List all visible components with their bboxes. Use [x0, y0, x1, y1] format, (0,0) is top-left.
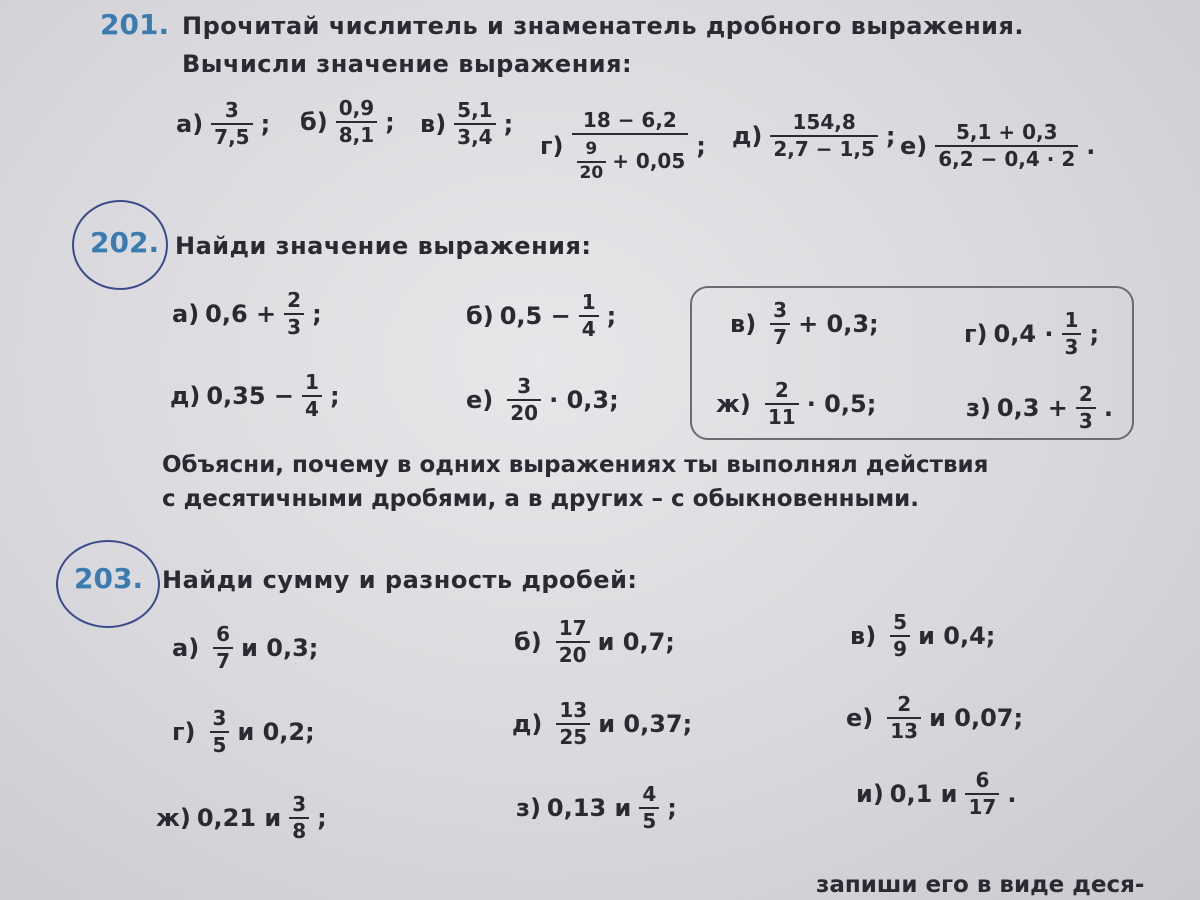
item-suffix: · 0,3;	[549, 386, 619, 414]
fraction	[556, 700, 590, 748]
numerator: 3	[212, 706, 227, 730]
item-label: з)	[966, 394, 991, 422]
item-prefix: 0,35 −	[206, 382, 295, 410]
item-suffix: ;	[385, 108, 395, 136]
item-suffix: · 0,5;	[806, 390, 877, 418]
item-label: в)	[420, 110, 447, 138]
denominator: 3,4	[454, 123, 495, 148]
numerator: 4	[642, 782, 657, 806]
denominator-expression	[575, 141, 686, 183]
item-suffix: .	[1086, 132, 1096, 160]
task-201-item-d	[732, 112, 896, 160]
numerator: 6	[975, 768, 990, 792]
item-label: ж)	[716, 390, 751, 418]
item-suffix: ;	[312, 300, 322, 328]
fraction	[770, 300, 790, 348]
denominator: 8	[289, 817, 309, 842]
fraction	[302, 372, 322, 420]
numerator: 2	[287, 288, 302, 312]
denominator: 8,1	[336, 121, 377, 146]
fraction	[765, 380, 799, 428]
task-202-item-zh	[716, 380, 876, 428]
denominator: 7	[213, 647, 233, 672]
denominator: 5	[210, 731, 230, 756]
fraction	[1076, 384, 1096, 432]
task-202-item-e	[466, 376, 619, 424]
task-202-explain-line2: с десятичными дробями, а в других – с обыкновенными.	[162, 486, 919, 512]
fraction	[211, 100, 252, 148]
task-202-title: Найди значение выражения:	[175, 232, 592, 260]
task-201-item-g	[540, 110, 706, 183]
fraction	[284, 290, 304, 338]
compound-fraction	[572, 110, 689, 183]
task-203-item-v	[850, 612, 995, 660]
item-suffix: и 0,37;	[598, 710, 693, 738]
task-201-title-line2: Вычисли значение выражения:	[182, 50, 633, 78]
denominator: 7	[770, 323, 790, 348]
item-label: е)	[846, 704, 874, 732]
fraction	[887, 694, 921, 742]
item-label: е)	[466, 386, 494, 414]
task-201-item-b	[300, 98, 395, 146]
item-label: г)	[172, 718, 196, 746]
numerator: 9	[585, 139, 598, 159]
task-202-item-d	[170, 372, 340, 420]
task-203-item-a	[172, 624, 318, 672]
numerator: 17	[558, 616, 587, 640]
denominator: 9	[890, 635, 910, 660]
denominator: 7,5	[211, 123, 252, 148]
denominator: 3	[1062, 333, 1082, 358]
item-suffix: ;	[503, 110, 514, 138]
task-202-number: 202.	[90, 226, 160, 259]
numerator: 3	[773, 298, 788, 322]
task-202-item-a	[172, 290, 322, 338]
denominator: 3	[1076, 407, 1096, 432]
item-label: а)	[172, 634, 200, 662]
numerator: 3	[292, 792, 307, 816]
task-203-item-zh	[156, 794, 327, 842]
item-prefix: 0,1 и	[889, 780, 958, 808]
item-prefix: 0,13 и	[546, 794, 632, 822]
item-suffix: ;	[317, 804, 327, 832]
denominator-tail: + 0,05	[612, 149, 686, 174]
task-201-item-v	[420, 100, 513, 148]
item-label: б)	[300, 108, 328, 136]
denominator: 5	[639, 807, 659, 832]
task-203-item-e	[846, 694, 1023, 742]
numerator: 18 − 6,2	[582, 108, 677, 132]
denominator: 11	[765, 403, 799, 428]
item-suffix: ;	[260, 110, 271, 138]
item-suffix: .	[1103, 394, 1113, 422]
denominator: 25	[556, 723, 590, 748]
task-203-item-z	[516, 784, 677, 832]
numerator: 6	[216, 622, 231, 646]
denominator: 6,2 − 0,4 · 2	[935, 145, 1078, 170]
item-label: д)	[512, 710, 543, 738]
task-201-number: 201.	[100, 8, 170, 41]
item-suffix: и 0,2;	[237, 718, 315, 746]
numerator: 1	[1064, 308, 1079, 332]
item-suffix: ;	[667, 794, 677, 822]
task-203-item-g	[172, 708, 315, 756]
task-201-item-a	[176, 100, 270, 148]
fraction	[770, 112, 878, 160]
numerator: 5	[893, 610, 908, 634]
numerator: 2	[1078, 382, 1093, 406]
item-label: ж)	[156, 804, 191, 832]
task-202-item-b	[466, 292, 616, 340]
denominator: 13	[887, 717, 921, 742]
task-203-item-d	[512, 700, 692, 748]
item-label: д)	[170, 382, 201, 410]
fraction	[639, 784, 659, 832]
denominator: 3	[284, 313, 304, 338]
fraction	[556, 618, 590, 666]
item-suffix: ;	[696, 132, 706, 161]
denominator: 20	[577, 161, 607, 183]
footer-fragment: запиши его в виде деся-	[816, 872, 1145, 898]
task-202-item-g	[964, 310, 1099, 358]
numerator: 2	[774, 378, 789, 402]
fraction	[210, 708, 230, 756]
numerator: 13	[559, 698, 588, 722]
item-suffix: ;	[606, 302, 617, 330]
numerator: 1	[305, 370, 319, 394]
task-202-item-z	[966, 384, 1113, 432]
fraction	[454, 100, 495, 148]
denominator: 20	[507, 399, 541, 424]
task-203-title: Найди сумму и разность дробей:	[162, 566, 638, 594]
fraction	[507, 376, 541, 424]
numerator: 5,1 + 0,3	[955, 120, 1058, 144]
item-label: а)	[176, 110, 204, 138]
denominator: 17	[965, 793, 999, 818]
fraction	[1062, 310, 1082, 358]
fraction	[935, 122, 1078, 170]
item-suffix: и 0,07;	[929, 704, 1024, 732]
task-203-number: 203.	[74, 562, 144, 595]
fraction	[289, 794, 309, 842]
denominator: 4	[302, 395, 322, 420]
item-suffix: + 0,3;	[798, 310, 879, 338]
item-suffix: ;	[1089, 320, 1100, 348]
item-label: з)	[516, 794, 541, 822]
item-label: в)	[730, 310, 757, 338]
fraction	[579, 292, 599, 340]
fraction	[965, 770, 999, 818]
inner-fraction	[577, 141, 607, 183]
numerator: 0,9	[338, 96, 375, 120]
fraction	[213, 624, 233, 672]
item-prefix: 0,3 +	[996, 394, 1068, 422]
item-suffix: ;	[329, 382, 340, 410]
item-suffix: и 0,3;	[241, 634, 319, 662]
task-203-item-b	[514, 618, 675, 666]
task-201-title-line1: Прочитай числитель и знаменатель дробного выражения.	[182, 12, 1025, 40]
item-prefix: 0,4 ·	[993, 320, 1054, 348]
denominator	[572, 133, 689, 183]
denominator: 4	[579, 315, 599, 340]
numerator: 154,8	[792, 110, 856, 134]
denominator: 2,7 − 1,5	[770, 135, 878, 160]
item-label: д)	[732, 122, 763, 150]
task-202-item-v	[730, 300, 879, 348]
numerator: 5,1	[457, 98, 493, 122]
item-suffix: ;	[885, 122, 896, 150]
item-prefix: 0,21 и	[196, 804, 282, 832]
item-label: б)	[514, 628, 542, 656]
item-suffix: и 0,4;	[918, 622, 996, 650]
numerator: 2	[897, 692, 912, 716]
fraction	[336, 98, 377, 146]
item-label: б)	[466, 302, 494, 330]
item-label: в)	[850, 622, 877, 650]
item-label: е)	[900, 132, 928, 160]
item-label: а)	[172, 300, 200, 328]
item-suffix: и 0,7;	[597, 628, 675, 656]
numerator: 3	[224, 98, 239, 122]
numerator: 3	[517, 374, 532, 398]
task-202-explain-line1: Объясни, почему в одних выражениях ты выполнял действия	[162, 452, 989, 478]
item-label: г)	[964, 320, 988, 348]
fraction	[890, 612, 910, 660]
item-label: и)	[856, 780, 884, 808]
task-201-item-e	[900, 122, 1095, 170]
denominator: 20	[556, 641, 590, 666]
item-prefix: 0,5 −	[499, 302, 571, 330]
item-label: г)	[540, 132, 564, 161]
numerator: 1	[581, 290, 596, 314]
task-203-item-i	[856, 770, 1016, 818]
item-prefix: 0,6 +	[205, 300, 277, 328]
item-suffix: .	[1007, 780, 1017, 808]
